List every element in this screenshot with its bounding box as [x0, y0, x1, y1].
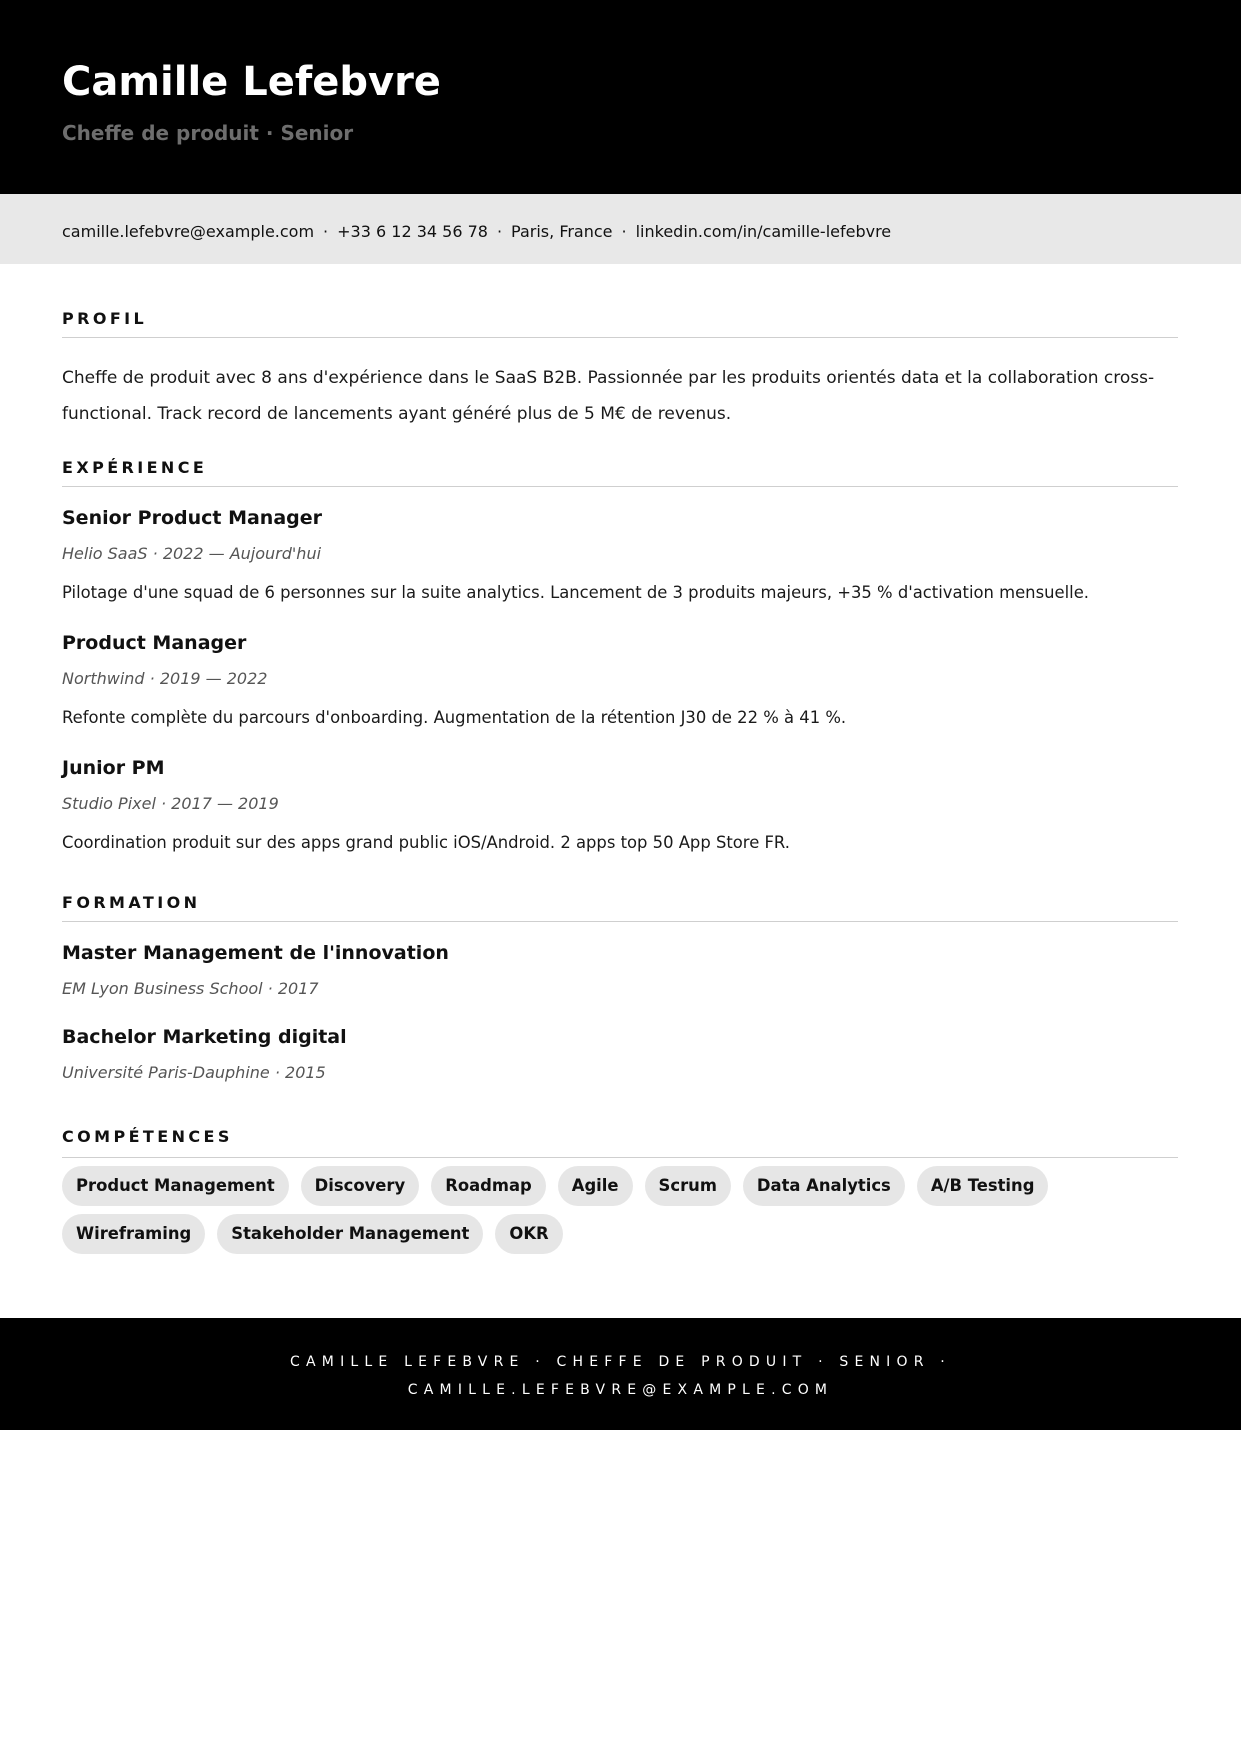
skill-chip: Agile — [558, 1166, 633, 1206]
job-meta: Studio Pixel · 2017 — 2019 — [62, 794, 279, 813]
job-meta: Helio SaaS · 2022 — Aujourd'hui — [62, 544, 322, 563]
job-title: Senior Product Manager — [62, 507, 323, 529]
job-description: Pilotage d'une squad de 6 personnes sur la suite analytics. Lancement de 3 produits majeurs, +35 % d'activation mensuelle. — [62, 583, 1089, 602]
footer-line-email: CAMILLE.LEFEBVRE@EXAMPLE.COM — [407, 1382, 834, 1398]
footer-line-identity: CAMILLE LEFEBVRE · CHEFFE DE PRODUIT · SENIOR · — [290, 1354, 951, 1370]
job-meta: Northwind · 2019 — 2022 — [62, 669, 268, 688]
skill-chip: Discovery — [301, 1166, 420, 1206]
contact-location: Paris, France — [511, 222, 613, 241]
section-title-competences: COMPÉTENCES — [62, 1127, 233, 1146]
skill-chip: Roadmap — [431, 1166, 546, 1206]
skill-chip: A/B Testing — [917, 1166, 1049, 1206]
section-title-profil: PROFIL — [62, 309, 148, 328]
degree-title: Master Management de l'innovation — [62, 942, 449, 964]
contact-line — [62, 221, 891, 243]
skill-chip: Data Analytics — [743, 1166, 905, 1206]
skill-chip: Product Management — [62, 1166, 289, 1206]
footer-banner — [0, 1318, 1241, 1430]
skill-chip: Wireframing — [62, 1214, 205, 1254]
job-description: Refonte complète du parcours d'onboarding. Augmentation de la rétention J30 de 22 % à 41 %. — [62, 708, 847, 727]
job-title: Junior PM — [62, 757, 165, 779]
degree-meta: Université Paris-Dauphine · 2015 — [62, 1063, 326, 1082]
degree-title: Bachelor Marketing digital — [62, 1026, 347, 1048]
degree-meta: EM Lyon Business School · 2017 — [62, 979, 319, 998]
section-divider — [62, 337, 1178, 338]
contact-email-link[interactable]: camille.lefebvre@example.com — [62, 222, 315, 241]
contact-phone: +33 6 12 34 56 78 — [337, 222, 488, 241]
section-divider — [62, 486, 1178, 487]
candidate-subtitle: Cheffe de produit · Senior — [62, 121, 354, 145]
contact-separator: · — [496, 222, 503, 241]
section-divider — [62, 921, 1178, 922]
skills-row — [62, 1214, 563, 1254]
contact-linkedin-link[interactable]: linkedin.com/in/camille-lefebvre — [635, 222, 892, 241]
profile-summary: Cheffe de produit avec 8 ans d'expérience dans le SaaS B2B. Passionnée par les produits orientés data et la collaboration cross-functional. Track record de lancements ayant généré plus de 5 M€ de revenus. — [62, 368, 1155, 424]
candidate-name: Camille Lefebvre — [62, 59, 441, 105]
header-banner — [0, 0, 1241, 194]
skill-chip: Stakeholder Management — [217, 1214, 483, 1254]
job-description: Coordination produit sur des apps grand public iOS/Android. 2 apps top 50 App Store FR. — [62, 833, 790, 852]
contact-separator: · — [323, 222, 329, 241]
section-title-formation: FORMATION — [62, 893, 201, 912]
skill-chip: OKR — [495, 1214, 562, 1254]
section-divider — [62, 1157, 1178, 1158]
skills-row — [62, 1166, 1048, 1206]
skill-chip: Scrum — [645, 1166, 731, 1206]
section-title-experience: EXPÉRIENCE — [62, 458, 208, 477]
job-title: Product Manager — [62, 632, 247, 654]
contact-separator: · — [621, 222, 627, 241]
